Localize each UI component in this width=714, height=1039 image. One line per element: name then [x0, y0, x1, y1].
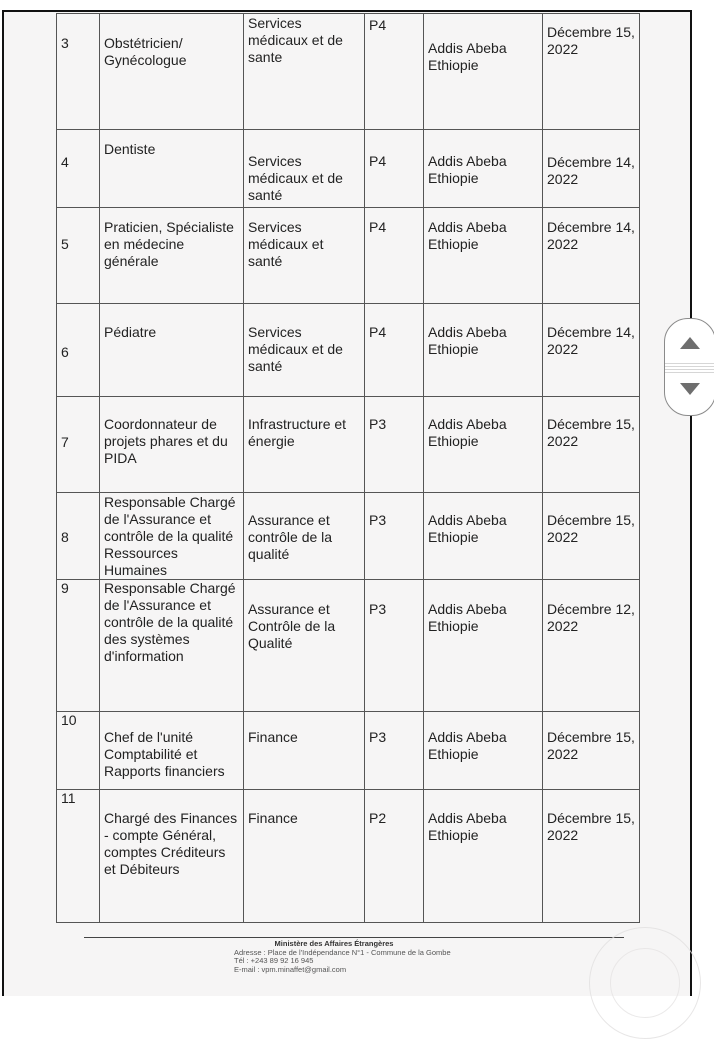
scroll-grip[interactable] [665, 361, 714, 375]
scroll-up-button[interactable] [665, 329, 714, 359]
cell-department: Services médicaux et de sante [244, 14, 365, 130]
cell-grade: P3 [365, 712, 424, 790]
cell-num: 11 [57, 790, 100, 923]
cell-title: Chargé des Finances - compte Général, comptes Créditeurs et Débiteurs [100, 790, 244, 923]
cell-num: 5 [57, 208, 100, 304]
cell-grade: P2 [365, 790, 424, 923]
cell-title: Pédiatre [100, 304, 244, 397]
footer-email: E-mail : vpm.minaffet@gmail.com [234, 964, 347, 974]
letterhead-footer [234, 940, 554, 974]
cell-num: 7 [57, 397, 100, 493]
cell-grade: P4 [365, 130, 424, 208]
table-row [57, 493, 640, 580]
vacancies-table [56, 13, 640, 923]
cell-location: Addis Abeba Ethiopie [424, 580, 543, 712]
cell-department: Infrastructure et énergie [244, 397, 365, 493]
cell-deadline: Décembre 14, 2022 [543, 208, 640, 304]
table-row [57, 304, 640, 397]
cell-location: Addis Abeba Ethiopie [424, 712, 543, 790]
cell-title: Dentiste [100, 130, 244, 208]
cell-deadline: Décembre 15, 2022 [543, 397, 640, 493]
cell-department: Services médicaux et de santé [244, 304, 365, 397]
cell-title: Obstétricien/ Gynécologue [100, 14, 244, 130]
cell-num: 4 [57, 130, 100, 208]
cell-grade: P4 [365, 14, 424, 130]
table-row [57, 580, 640, 712]
footer-address: Adresse : Place de l'Indépendance N°1 - Commune de la Gombe [234, 947, 451, 957]
page-scroll-control [664, 318, 714, 416]
cell-num: 8 [57, 493, 100, 580]
table-row [57, 14, 640, 130]
cell-title: Praticien, Spécialiste en médecine générale [100, 208, 244, 304]
document-page [2, 10, 692, 996]
table-row [57, 790, 640, 923]
seal-inner-ring [610, 948, 680, 1018]
cell-num: 10 [57, 712, 100, 790]
cell-grade: P3 [365, 493, 424, 580]
cell-grade: P4 [365, 304, 424, 397]
cell-grade: P3 [365, 580, 424, 712]
document-viewer [0, 10, 714, 996]
cell-title: Coordonnateur de projets phares et du PIDA [100, 397, 244, 493]
cell-title: Responsable Chargé de l'Assurance et contrôle de la qualité Ressources Humaines [100, 493, 244, 580]
cell-deadline: Décembre 15, 2022 [543, 712, 640, 790]
cell-deadline: Décembre 14, 2022 [543, 304, 640, 397]
cell-department: Finance [244, 712, 365, 790]
cell-location: Addis Abeba Ethiopie [424, 304, 543, 397]
cell-deadline: Décembre 12, 2022 [543, 580, 640, 712]
cell-grade: P4 [365, 208, 424, 304]
footer-phone: Tél : +243 89 92 16 945 [234, 956, 314, 965]
cell-grade: P3 [365, 397, 424, 493]
cell-location: Addis Abeba Ethiopie [424, 493, 543, 580]
triangle-down-icon [680, 383, 700, 395]
footer-divider [84, 937, 624, 938]
cell-location: Addis Abeba Ethiopie [424, 208, 543, 304]
cell-location: Addis Abeba Ethiopie [424, 14, 543, 130]
cell-location: Addis Abeba Ethiopie [424, 130, 543, 208]
cell-deadline: Décembre 15, 2022 [543, 14, 640, 130]
cell-title: Responsable Chargé de l'Assurance et contrôle de la qualité des systèmes d'information [100, 580, 244, 712]
cell-location: Addis Abeba Ethiopie [424, 397, 543, 493]
cell-deadline: Décembre 14, 2022 [543, 130, 640, 208]
cell-department: Finance [244, 790, 365, 923]
cell-num: 3 [57, 14, 100, 130]
triangle-up-icon [680, 337, 700, 349]
footer-organization: Ministère des Affaires Étrangères [274, 939, 394, 948]
cell-location: Addis Abeba Ethiopie [424, 790, 543, 923]
cell-title: Chef de l'unité Comptabilité et Rapports financiers [100, 712, 244, 790]
cell-num: 9 [57, 580, 100, 712]
official-seal-watermark [589, 927, 701, 1039]
table-row [57, 208, 640, 304]
cell-deadline: Décembre 15, 2022 [543, 493, 640, 580]
cell-department: Assurance et contrôle de la qualité [244, 493, 365, 580]
cell-department: Services médicaux et santé [244, 208, 365, 304]
table-row [57, 130, 640, 208]
cell-department: Assurance et Contrôle de la Qualité [244, 580, 365, 712]
scroll-down-button[interactable] [665, 377, 714, 407]
table-row [57, 712, 640, 790]
cell-deadline: Décembre 15, 2022 [543, 790, 640, 923]
table-row [57, 397, 640, 493]
cell-num: 6 [57, 304, 100, 397]
cell-department: Services médicaux et de santé [244, 130, 365, 208]
